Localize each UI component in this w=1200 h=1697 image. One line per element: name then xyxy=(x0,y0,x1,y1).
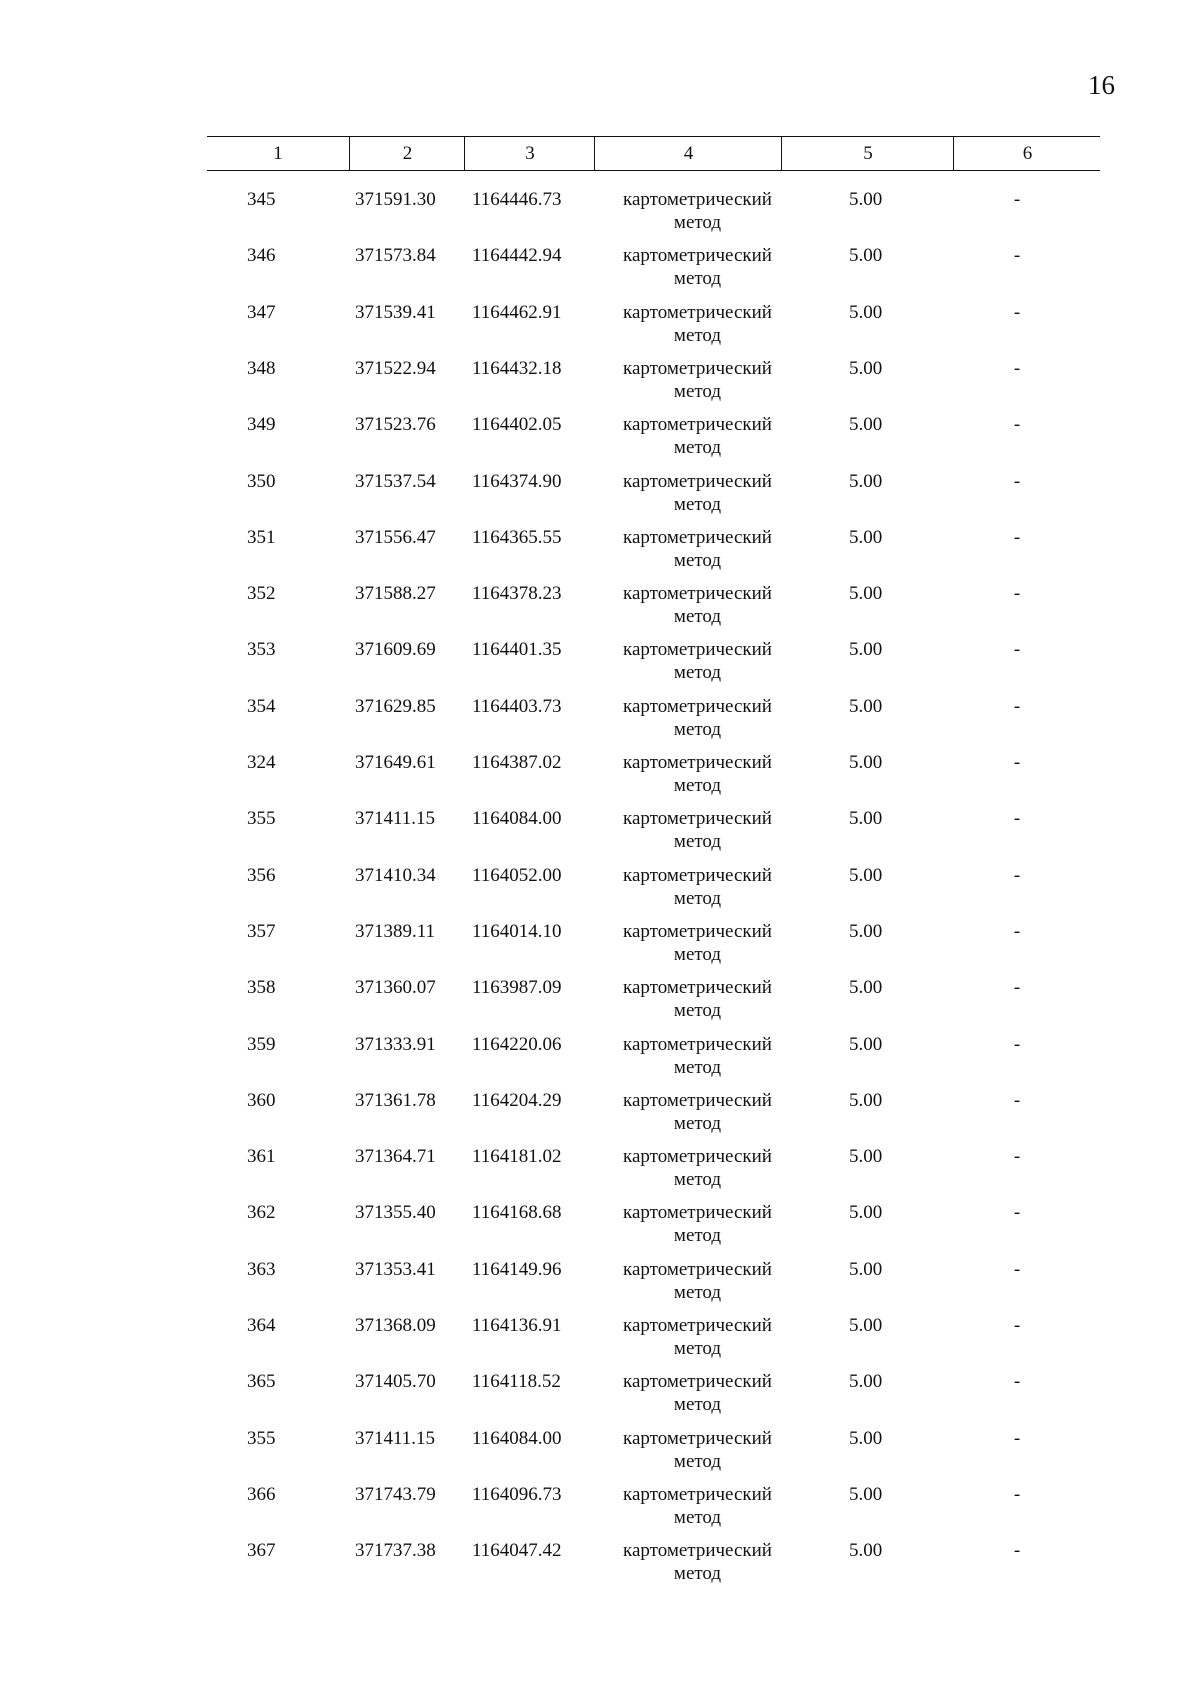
method-line-1: картометрический xyxy=(623,639,772,661)
method-line-1: картометрический xyxy=(623,864,772,886)
method-cell xyxy=(585,1539,810,1585)
method-line-2: метод xyxy=(673,1563,722,1585)
point-number-cell: 365 xyxy=(247,1371,276,1393)
accuracy-cell: 5.00 xyxy=(849,526,883,548)
accuracy-cell: 5.00 xyxy=(849,301,883,323)
x-coordinate-cell: 371591.30 xyxy=(355,189,436,210)
x-coordinate-cell: 371333.91 xyxy=(355,1033,436,1055)
accuracy-cell: 5.00 xyxy=(849,920,883,942)
method-line-2: метод xyxy=(673,1112,722,1134)
method-line-2: метод xyxy=(673,1394,722,1416)
accuracy-cell: 5.00 xyxy=(849,1540,883,1562)
x-coordinate-cell: 371609.69 xyxy=(355,639,436,661)
accuracy-cell: 5.00 xyxy=(849,1371,883,1393)
method-line-2: метод xyxy=(673,1056,722,1078)
y-coordinate-cell: 1164387.02 xyxy=(472,752,562,773)
table-row xyxy=(207,1370,1100,1426)
x-coordinate-cell: 371364.71 xyxy=(355,1146,436,1168)
accuracy-cell: 5.00 xyxy=(849,808,883,830)
x-coordinate-cell: 371522.94 xyxy=(355,357,436,379)
table-row xyxy=(207,807,1100,863)
x-coordinate-cell: 371353.41 xyxy=(355,1258,436,1280)
y-coordinate-cell: 1164378.23 xyxy=(472,583,562,605)
method-line-1: картометрический xyxy=(623,301,772,323)
point-number-cell: 353 xyxy=(247,639,276,661)
point-number-cell: 349 xyxy=(247,414,276,436)
point-number-cell: 346 xyxy=(247,245,276,267)
header-col-6: 6 xyxy=(953,137,1101,170)
x-coordinate-cell: 371360.07 xyxy=(355,977,436,999)
table-row xyxy=(207,413,1100,469)
point-number-cell: 355 xyxy=(247,1427,276,1449)
note-cell: - xyxy=(1013,470,1021,492)
method-line-1: картометрический xyxy=(623,470,772,492)
method-cell xyxy=(585,1033,810,1079)
table-row xyxy=(207,1033,1100,1089)
note-cell: - xyxy=(1013,1427,1021,1449)
point-number-cell: 362 xyxy=(247,1202,276,1224)
y-coordinate-cell: 1164462.91 xyxy=(472,301,562,323)
accuracy-cell: 5.00 xyxy=(849,752,883,773)
point-number-cell: 367 xyxy=(247,1540,276,1562)
method-line-2: метод xyxy=(673,887,722,909)
method-cell xyxy=(585,1089,810,1135)
y-coordinate-cell: 1163987.09 xyxy=(472,977,562,999)
point-number-cell: 361 xyxy=(247,1146,276,1168)
note-cell: - xyxy=(1013,1315,1021,1336)
method-line-2: метод xyxy=(673,943,722,965)
method-line-1: картометрический xyxy=(623,357,772,379)
table-row xyxy=(207,638,1100,694)
note-cell: - xyxy=(1013,526,1021,548)
method-line-1: картометрический xyxy=(623,1315,772,1336)
accuracy-cell: 5.00 xyxy=(849,1483,883,1505)
y-coordinate-cell: 1164403.73 xyxy=(472,695,562,717)
note-cell: - xyxy=(1013,1089,1021,1111)
note-cell: - xyxy=(1013,639,1021,661)
table-row xyxy=(207,526,1100,582)
header-col-1: 1 xyxy=(273,143,283,164)
accuracy-cell: 5.00 xyxy=(849,977,883,999)
accuracy-cell: 5.00 xyxy=(849,1427,883,1449)
note-cell: - xyxy=(1013,189,1021,210)
method-line-1: картометрический xyxy=(623,1202,772,1224)
table-row xyxy=(207,1427,1100,1483)
method-line-2: метод xyxy=(673,831,722,853)
method-line-1: картометрический xyxy=(623,1258,772,1280)
method-cell xyxy=(585,1483,810,1529)
y-coordinate-cell: 1164442.94 xyxy=(472,245,562,267)
y-coordinate-cell: 1164136.91 xyxy=(472,1315,562,1336)
y-coordinate-cell: 1164432.18 xyxy=(472,357,562,379)
y-coordinate-cell: 1164014.10 xyxy=(472,920,562,942)
method-line-2: метод xyxy=(673,1450,722,1472)
method-line-2: метод xyxy=(673,775,722,796)
method-line-1: картометрический xyxy=(623,1033,772,1055)
method-line-1: картометрический xyxy=(623,1371,772,1393)
note-cell: - xyxy=(1013,920,1021,942)
accuracy-cell: 5.00 xyxy=(849,1258,883,1280)
method-line-2: метод xyxy=(673,493,722,515)
method-cell xyxy=(585,1427,810,1473)
point-number-cell: 363 xyxy=(247,1258,276,1280)
x-coordinate-cell: 371355.40 xyxy=(355,1202,436,1224)
method-line-2: метод xyxy=(673,1281,722,1303)
x-coordinate-cell: 371539.41 xyxy=(355,301,436,323)
method-cell xyxy=(585,1258,810,1304)
note-cell: - xyxy=(1013,864,1021,886)
method-line-1: картометрический xyxy=(623,526,772,548)
accuracy-cell: 5.00 xyxy=(849,583,883,605)
x-coordinate-cell: 371405.70 xyxy=(355,1371,436,1393)
x-coordinate-cell: 371556.47 xyxy=(355,526,436,548)
table-row xyxy=(207,1258,1100,1314)
method-cell xyxy=(585,244,810,290)
y-coordinate-cell: 1164096.73 xyxy=(472,1483,562,1505)
method-line-2: метод xyxy=(673,437,722,459)
note-cell: - xyxy=(1013,301,1021,323)
method-cell xyxy=(585,301,810,347)
y-coordinate-cell: 1164181.02 xyxy=(472,1146,562,1168)
method-cell xyxy=(585,864,810,910)
x-coordinate-cell: 371737.38 xyxy=(355,1540,436,1562)
method-line-1: картометрический xyxy=(623,695,772,717)
method-cell xyxy=(585,695,810,741)
header-col-4: 4 xyxy=(594,137,782,170)
header-col-5: 5 xyxy=(781,137,954,170)
method-line-2: метод xyxy=(673,662,722,684)
note-cell: - xyxy=(1013,977,1021,999)
accuracy-cell: 5.00 xyxy=(849,245,883,267)
table-row xyxy=(207,920,1100,976)
table-row xyxy=(207,357,1100,413)
accuracy-cell: 5.00 xyxy=(849,1315,883,1336)
note-cell: - xyxy=(1013,752,1021,773)
note-cell: - xyxy=(1013,808,1021,830)
header-col-3: 3 xyxy=(464,137,595,170)
y-coordinate-cell: 1164374.90 xyxy=(472,470,562,492)
method-line-2: метод xyxy=(673,1169,722,1191)
header-col-2: 2 xyxy=(349,137,465,170)
note-cell: - xyxy=(1013,583,1021,605)
method-line-2: метод xyxy=(673,1338,722,1359)
method-line-2: метод xyxy=(673,1225,722,1247)
method-line-2: метод xyxy=(673,549,722,571)
method-cell xyxy=(585,638,810,684)
x-coordinate-cell: 371411.15 xyxy=(355,808,436,830)
accuracy-cell: 5.00 xyxy=(849,1146,883,1168)
method-cell xyxy=(585,470,810,516)
y-coordinate-cell: 1164401.35 xyxy=(472,639,562,661)
y-coordinate-cell: 1164446.73 xyxy=(472,189,562,210)
method-cell xyxy=(585,920,810,966)
method-line-1: картометрический xyxy=(623,1146,772,1168)
method-line-2: метод xyxy=(673,380,722,402)
point-number-cell: 364 xyxy=(247,1315,276,1336)
method-line-1: картометрический xyxy=(623,1089,772,1111)
point-number-cell: 350 xyxy=(247,470,276,492)
method-line-1: картометрический xyxy=(623,245,772,267)
point-number-cell: 355 xyxy=(247,808,276,830)
y-coordinate-cell: 1164204.29 xyxy=(472,1089,562,1111)
method-cell xyxy=(585,1145,810,1191)
method-line-1: картометрический xyxy=(623,752,772,773)
y-coordinate-cell: 1164084.00 xyxy=(472,808,562,830)
point-number-cell: 360 xyxy=(247,1089,276,1111)
method-line-2: метод xyxy=(673,1000,722,1022)
point-number-cell: 348 xyxy=(247,357,276,379)
y-coordinate-cell: 1164118.52 xyxy=(472,1371,561,1393)
method-line-1: картометрический xyxy=(623,189,772,210)
accuracy-cell: 5.00 xyxy=(849,695,883,717)
x-coordinate-cell: 371743.79 xyxy=(355,1483,436,1505)
method-line-1: картометрический xyxy=(623,583,772,605)
table-row xyxy=(207,582,1100,638)
method-line-1: картометрический xyxy=(623,414,772,436)
x-coordinate-cell: 371410.34 xyxy=(355,864,436,886)
y-coordinate-cell: 1164168.68 xyxy=(472,1202,562,1224)
method-cell xyxy=(585,357,810,403)
note-cell: - xyxy=(1013,245,1021,267)
page-number: 16 xyxy=(1088,70,1115,100)
point-number-cell: 324 xyxy=(247,752,276,773)
method-cell xyxy=(585,976,810,1022)
y-coordinate-cell: 1164149.96 xyxy=(472,1258,562,1280)
x-coordinate-cell: 371573.84 xyxy=(355,245,436,267)
table-header xyxy=(207,136,1100,171)
point-number-cell: 358 xyxy=(247,977,276,999)
point-number-cell: 357 xyxy=(247,920,276,942)
accuracy-cell: 5.00 xyxy=(849,1089,883,1111)
method-line-2: метод xyxy=(673,324,722,346)
x-coordinate-cell: 371523.76 xyxy=(355,414,436,436)
note-cell: - xyxy=(1013,1146,1021,1168)
method-line-1: картометрический xyxy=(623,920,772,942)
table-row xyxy=(207,695,1100,751)
note-cell: - xyxy=(1013,1540,1021,1562)
x-coordinate-cell: 371629.85 xyxy=(355,695,436,717)
method-cell xyxy=(585,526,810,572)
method-cell xyxy=(585,1314,810,1360)
table-row xyxy=(207,244,1100,300)
table-row xyxy=(207,864,1100,920)
y-coordinate-cell: 1164084.00 xyxy=(472,1427,562,1449)
point-number-cell: 356 xyxy=(247,864,276,886)
accuracy-cell: 5.00 xyxy=(849,864,883,886)
method-cell xyxy=(585,413,810,459)
note-cell: - xyxy=(1013,357,1021,379)
point-number-cell: 352 xyxy=(247,583,276,605)
method-line-1: картометрический xyxy=(623,977,772,999)
y-coordinate-cell: 1164402.05 xyxy=(472,414,562,436)
table-row xyxy=(207,976,1100,1032)
point-number-cell: 347 xyxy=(247,301,276,323)
method-cell xyxy=(585,1370,810,1416)
accuracy-cell: 5.00 xyxy=(849,1033,883,1055)
table-row xyxy=(207,751,1100,807)
note-cell: - xyxy=(1013,1371,1021,1393)
accuracy-cell: 5.00 xyxy=(849,1202,883,1224)
table-row xyxy=(207,301,1100,357)
accuracy-cell: 5.00 xyxy=(849,189,883,210)
x-coordinate-cell: 371361.78 xyxy=(355,1089,436,1111)
accuracy-cell: 5.00 xyxy=(849,639,883,661)
method-cell xyxy=(585,582,810,628)
method-cell xyxy=(585,188,810,234)
note-cell: - xyxy=(1013,1258,1021,1280)
point-number-cell: 354 xyxy=(247,695,276,717)
method-line-2: метод xyxy=(673,718,722,740)
method-line-2: метод xyxy=(673,1506,722,1528)
method-line-1: картометрический xyxy=(623,808,772,830)
method-line-1: картометрический xyxy=(623,1540,772,1562)
method-line-1: картометрический xyxy=(623,1427,772,1449)
x-coordinate-cell: 371368.09 xyxy=(355,1315,436,1336)
table-row xyxy=(207,1314,1100,1370)
point-number-cell: 359 xyxy=(247,1033,276,1055)
note-cell: - xyxy=(1013,1483,1021,1505)
y-coordinate-cell: 1164220.06 xyxy=(472,1033,562,1055)
table-row xyxy=(207,470,1100,526)
table-row xyxy=(207,1483,1100,1539)
y-coordinate-cell: 1164047.42 xyxy=(472,1540,562,1562)
y-coordinate-cell: 1164365.55 xyxy=(472,526,562,548)
method-line-1: картометрический xyxy=(623,1483,772,1505)
table-row xyxy=(207,1539,1100,1595)
x-coordinate-cell: 371537.54 xyxy=(355,470,436,492)
point-number-cell: 351 xyxy=(247,526,276,548)
point-number-cell: 345 xyxy=(247,189,276,210)
method-line-2: метод xyxy=(673,606,722,628)
x-coordinate-cell: 371649.61 xyxy=(355,752,436,773)
accuracy-cell: 5.00 xyxy=(849,470,883,492)
method-line-2: метод xyxy=(673,212,722,233)
table-row xyxy=(207,1089,1100,1145)
accuracy-cell: 5.00 xyxy=(849,414,883,436)
method-cell xyxy=(585,751,810,797)
x-coordinate-cell: 371411.15 xyxy=(355,1427,436,1449)
table-row xyxy=(207,188,1100,244)
note-cell: - xyxy=(1013,414,1021,436)
note-cell: - xyxy=(1013,695,1021,717)
table-row xyxy=(207,1201,1100,1257)
x-coordinate-cell: 371588.27 xyxy=(355,583,436,605)
y-coordinate-cell: 1164052.00 xyxy=(472,864,562,886)
point-number-cell: 366 xyxy=(247,1483,276,1505)
x-coordinate-cell: 371389.11 xyxy=(355,920,436,942)
table-row xyxy=(207,1145,1100,1201)
note-cell: - xyxy=(1013,1202,1021,1224)
method-cell xyxy=(585,1201,810,1247)
accuracy-cell: 5.00 xyxy=(849,357,883,379)
note-cell: - xyxy=(1013,1033,1021,1055)
method-cell xyxy=(585,807,810,853)
method-line-2: метод xyxy=(673,268,722,290)
